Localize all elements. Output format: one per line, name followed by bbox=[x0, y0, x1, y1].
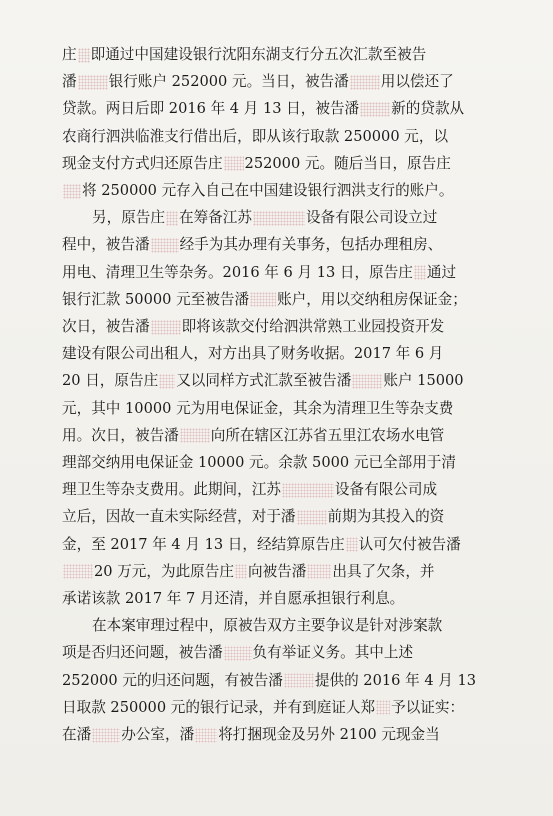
redaction-mark bbox=[166, 211, 178, 226]
redaction-mark bbox=[253, 211, 305, 226]
text-segment: 提供的 2016 年 4 月 13 bbox=[314, 671, 477, 689]
redaction-mark bbox=[282, 483, 334, 498]
text-segment: 银行汇款 50000 元至被告潘 bbox=[62, 290, 250, 308]
text-segment: 潘 bbox=[62, 73, 77, 91]
text-segment: 又以同样方式汇款至被告潘 bbox=[176, 372, 352, 390]
redaction-mark bbox=[376, 700, 390, 715]
redaction-mark bbox=[346, 537, 358, 552]
text-segment: 将 250000 元存入自己在中国建设银行泗洪支行的账户。 bbox=[82, 182, 454, 199]
text-segment: 在本案审理过程中，原被告双方主要争议是针对涉案款 bbox=[92, 617, 443, 635]
redaction-mark bbox=[151, 238, 179, 253]
text-segment: 设备有限公司设立过 bbox=[305, 209, 438, 227]
text-segment: 将打捆现金及另外 2100 元现金当 bbox=[218, 726, 440, 743]
redaction-mark bbox=[78, 48, 90, 63]
redaction-mark bbox=[235, 564, 247, 579]
text-segment: 出具了欠条，并 bbox=[332, 562, 435, 580]
text-segment: 前期为其投入的资 bbox=[327, 508, 445, 526]
text-segment: 设备有限公司成 bbox=[334, 481, 438, 499]
redaction-mark bbox=[180, 428, 210, 443]
text-segment: 承诺该款 2017 年 7 月还清，并自愿承担银行利息。 bbox=[62, 590, 405, 607]
redaction-mark bbox=[250, 292, 276, 307]
text-segment: 账户，用以交纳租房保证金； bbox=[277, 290, 467, 308]
redaction-mark bbox=[297, 510, 327, 525]
text-segment: 20 万元，为此原告庄 bbox=[94, 562, 234, 580]
text-segment: 农商行泗洪临淮支行借出后，即从该行取款 250000 元，以 bbox=[62, 127, 449, 145]
text-segment: 即通过中国建设银行沈阳东湖支行分五次汇款至被告 bbox=[90, 46, 427, 63]
redaction-mark bbox=[63, 564, 93, 579]
text-segment: 252000 元。随后当日，原告庄 bbox=[244, 154, 451, 172]
redaction-mark bbox=[224, 646, 252, 661]
redaction-mark bbox=[63, 184, 81, 199]
text-segment: 现金支付方式归还原告庄 bbox=[62, 154, 223, 172]
text-segment: 新的贷款从 bbox=[391, 100, 465, 118]
redaction-mark bbox=[195, 728, 217, 743]
text-segment: 银行账户 252000 元。当日，被告潘 bbox=[108, 73, 349, 91]
redaction-mark bbox=[284, 673, 314, 688]
text-segment: 用。次日，被告潘 bbox=[62, 426, 179, 444]
text-segment: 用以偿还了 bbox=[380, 73, 454, 91]
redaction-mark bbox=[151, 320, 181, 335]
text-segment: 向所在辖区江苏省五里江农场水电管 bbox=[210, 426, 445, 444]
text-segment: 理卫生等杂支费用。此期间，江苏 bbox=[62, 481, 281, 499]
redaction-mark bbox=[92, 728, 120, 743]
redaction-mark bbox=[350, 75, 380, 90]
text-segment: 予以证实： bbox=[391, 698, 465, 716]
text-segment: 建设有限公司出租人，对方出具了财务收据。2017 年 6 月 bbox=[62, 345, 444, 363]
text-segment: 贷款。两日后即 2016 年 4 月 13 日，被告潘 bbox=[62, 100, 360, 118]
text-segment: 负有举证义务。其中上述 bbox=[252, 644, 414, 662]
text-segment: 即将该款交付给泗洪常熟工业园投资开发 bbox=[181, 318, 445, 335]
text-segment: 庄 bbox=[62, 46, 77, 63]
redaction-mark bbox=[78, 75, 108, 90]
redaction-mark bbox=[307, 564, 331, 579]
text-segment: 在筹备江苏 bbox=[178, 209, 252, 227]
redaction-mark bbox=[352, 374, 382, 389]
redaction-mark bbox=[224, 156, 244, 171]
redaction-mark bbox=[360, 102, 390, 117]
text-segment: 理部交纳用电保证金 10000 元。余款 5000 元已全部用于清 bbox=[62, 454, 456, 471]
redaction-mark bbox=[159, 374, 175, 389]
text-segment: 另，原告庄 bbox=[92, 209, 165, 227]
text-segment: 认可欠付被告潘 bbox=[358, 535, 461, 553]
text-segment: 账户 15000 bbox=[383, 372, 464, 390]
text-segment: 向被告潘 bbox=[247, 562, 307, 580]
text-segment: 通过 bbox=[426, 263, 457, 281]
text-segment: 20 日，原告庄 bbox=[62, 372, 159, 390]
text-segment: 程中，被告潘 bbox=[62, 236, 150, 254]
text-segment: 立后，因故一直未实际经营，对于潘 bbox=[62, 508, 296, 526]
text-segment: 用电、清理卫生等杂务。2016 年 6 月 13 日，原告庄 bbox=[62, 263, 413, 281]
text-segment: 在潘 bbox=[62, 726, 92, 743]
text-segment: 金，至 2017 年 4 月 13 日，经结算原告庄 bbox=[62, 535, 345, 553]
text-segment: 次日，被告潘 bbox=[62, 318, 150, 335]
text-segment: 项是否归还问题，被告潘 bbox=[62, 644, 223, 662]
text-segment: 元，其中 10000 元为用电保证金，其余为清理卫生等杂支费 bbox=[62, 399, 454, 417]
redaction-mark bbox=[414, 265, 426, 280]
text-segment: 252000 元的归还问题，有被告潘 bbox=[62, 671, 283, 689]
text-segment: 经手为其办理有关事务，包括办理租房、 bbox=[179, 236, 443, 254]
text-segment: 办公室，潘 bbox=[121, 726, 195, 743]
text-segment: 日取款 250000 元的银行记录，并有到庭证人郑 bbox=[62, 698, 376, 716]
